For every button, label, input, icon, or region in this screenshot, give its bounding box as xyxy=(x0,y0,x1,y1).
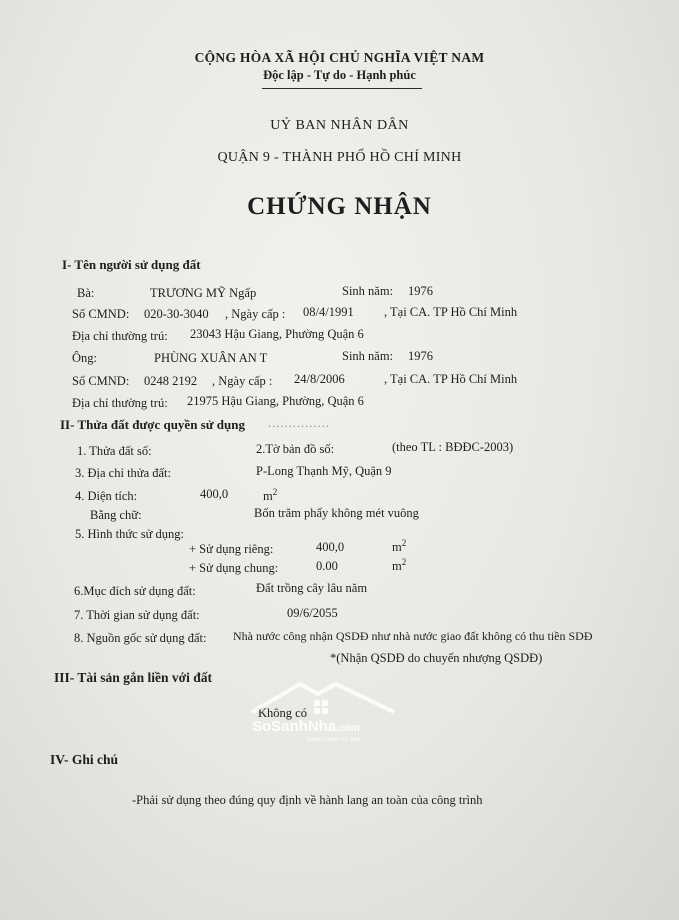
person1-issue-label: , Ngày cấp : xyxy=(225,307,286,321)
person2-id-label: Số CMND: xyxy=(72,374,130,388)
person2-issue-place: , Tại CA. TP Hồ Chí Minh xyxy=(384,372,518,386)
person2-name: PHÙNG XUÂN AN T xyxy=(154,351,268,365)
usage-term-label: 7. Thời gian sử dụng đất: xyxy=(74,608,200,622)
section-2-heading-blurred: ............... xyxy=(268,416,330,430)
land-origin-value: Nhà nước công nhận QSDĐ như nhà nước giao đất không có thu tiền SDĐ xyxy=(233,629,593,643)
usage-term-value: 09/6/2055 xyxy=(287,606,338,620)
motto-underline xyxy=(262,88,422,89)
land-origin-label: 8. Nguồn gốc sử dụng đất: xyxy=(74,631,207,645)
watermark-tagline: Great choice for you xyxy=(306,737,361,743)
common-use-unit-exp: 2 xyxy=(401,557,407,567)
common-use-label: + Sử dụng chung: xyxy=(189,561,279,575)
parcel-address-label: 3. Địa chỉ thửa đất: xyxy=(75,466,171,480)
person2-id-value: 0248 2192 xyxy=(144,374,198,388)
document-title: CHỨNG NHẬN xyxy=(247,193,432,220)
common-use-unit xyxy=(392,557,406,574)
person1-issue-date: 08/4/1991 xyxy=(303,305,354,319)
person1-name: TRƯƠNG MỸ Ngấp xyxy=(150,286,257,300)
person1-issue-place: , Tại CA. TP Hồ Chí Minh xyxy=(384,305,518,319)
person2-birth-year: 1976 xyxy=(408,349,433,363)
usage-form-label: 5. Hình thức sử dụng: xyxy=(75,527,185,541)
area-label: 4. Diện tích: xyxy=(75,489,138,503)
note-text: -Phải sử dụng theo đúng quy định về hành lang an toàn của công trình xyxy=(132,793,483,807)
person1-birth-year: 1976 xyxy=(408,284,433,298)
area-unit-m: m xyxy=(263,489,273,504)
person1-address-label: Địa chỉ thường trú: xyxy=(72,329,168,343)
person1-address-value: 23043 Hậu Giang, Phường Quận 6 xyxy=(190,327,364,341)
national-motto: Độc lập - Tự do - Hạnh phúc xyxy=(263,68,416,82)
sosanhnha-watermark xyxy=(248,680,398,750)
person2-title: Ông: xyxy=(72,351,97,365)
area-words-value: Bốn trăm phẩy không mét vuông xyxy=(254,506,419,520)
house-roof-icon xyxy=(248,680,398,714)
section-4-heading: IV- Ghi chú xyxy=(50,752,119,767)
land-purpose-value: Đất trồng cây lâu năm xyxy=(256,581,368,595)
section-3-heading: III- Tài sản gắn liền với đất xyxy=(54,670,213,685)
map-sheet-label: 2.Tờ bản đồ số: xyxy=(256,442,335,456)
area-words-label: Bằng chữ: xyxy=(90,508,142,522)
land-purpose-label: 6.Mục đích sử dụng đất: xyxy=(74,584,196,598)
private-use-unit-exp: 2 xyxy=(401,538,407,548)
person1-title: Bà: xyxy=(77,286,95,300)
district-name: QUẬN 9 - THÀNH PHỐ HỒ CHÍ MINH xyxy=(217,150,462,165)
assets-value: Không có xyxy=(258,706,307,720)
parcel-number-label: 1. Thửa đất số: xyxy=(77,444,152,458)
private-use-unit-m: m xyxy=(392,540,402,555)
map-source-note: (theo TL : BĐĐC-2003) xyxy=(392,440,514,454)
section-2-heading: II- Thửa đất được quyền sử dụng xyxy=(60,417,245,432)
watermark-domain: .com xyxy=(336,723,360,734)
area-unit-exp: 2 xyxy=(272,487,278,497)
common-use-value: 0.00 xyxy=(316,559,338,573)
area-unit xyxy=(263,487,277,504)
country-name: CỘNG HÒA XÃ HỘI CHỦ NGHĨA VIỆT NAM xyxy=(194,50,485,65)
private-use-label: + Sử dụng riêng: xyxy=(189,542,274,556)
watermark-brand-name: SoSanhNha xyxy=(252,718,337,735)
authority-name: UỶ BAN NHÂN DÂN xyxy=(270,118,409,133)
area-value: 400,0 xyxy=(200,487,229,501)
person1-id-value: 020-30-3040 xyxy=(144,307,209,321)
person2-issue-date: 24/8/2006 xyxy=(294,372,345,386)
person1-id-label: Số CMND: xyxy=(72,307,130,321)
person2-issue-label: , Ngày cấp : xyxy=(212,374,273,388)
person2-address-value: 21975 Hậu Giang, Phường, Quận 6 xyxy=(187,394,364,408)
watermark-brand xyxy=(252,718,360,735)
person2-address-label: Địa chỉ thường trú: xyxy=(72,396,168,410)
common-use-unit-m: m xyxy=(392,559,402,574)
section-1-heading: I- Tên người sử dụng đất xyxy=(62,257,201,272)
person1-birth-label: Sinh năm: xyxy=(342,284,394,298)
land-origin-note: *(Nhận QSDĐ do chuyển nhượng QSDĐ) xyxy=(330,651,543,665)
private-use-value: 400,0 xyxy=(316,540,345,554)
private-use-unit xyxy=(392,538,406,555)
parcel-address-value: P-Long Thạnh Mỹ, Quận 9 xyxy=(256,464,392,478)
person2-birth-label: Sinh năm: xyxy=(342,349,394,363)
